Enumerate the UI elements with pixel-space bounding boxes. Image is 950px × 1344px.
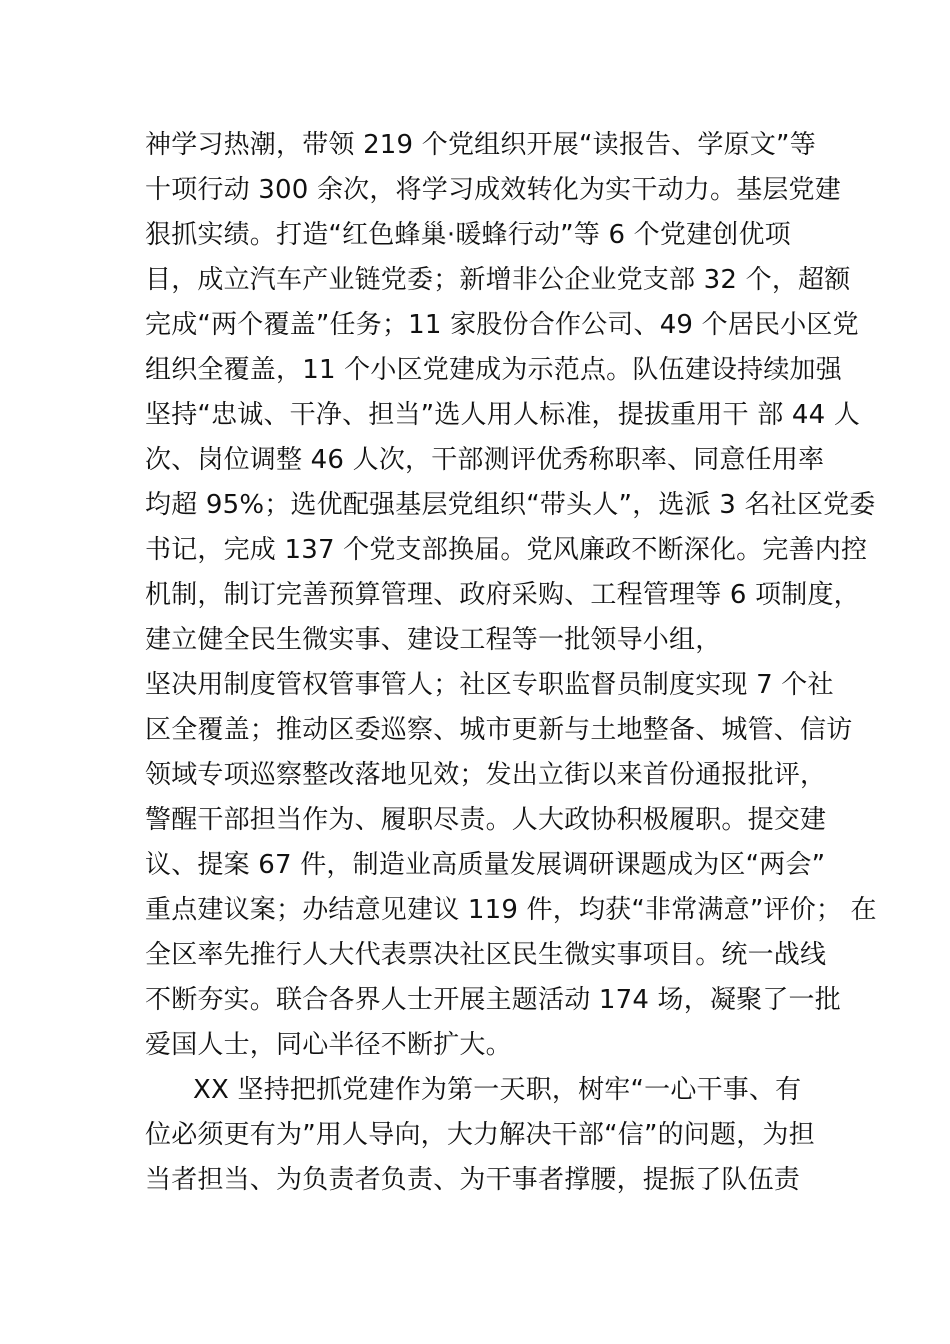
text-line: 狠抓实绩。打造“红色蜂巢·暖蜂行动”等 6 个党建创优项 <box>145 220 791 250</box>
text-line: 建立健全民生微实事、建设工程等一批领导小组， <box>145 625 722 655</box>
text-line: 警醒干部担当作为、履职尽责。人大政协积极履职。提交建 <box>145 805 827 835</box>
text-line: 十项行动 300 余次，将学习成效转化为实干动力。基层党建 <box>145 175 841 205</box>
text-line: 当者担当、为负责者负责、为干事者撑腰，提振了队伍责 <box>145 1165 801 1195</box>
text-line: 书记，完成 137 个党支部换届。党风廉政不断深化。完善内控 <box>145 535 868 565</box>
text-line: 重点建议案；办结意见建议 119 件，均获“非常满意”评价； 在 <box>145 895 877 925</box>
text-line: 坚持“忠诚、干净、担当”选人用人标准，提拔重用干 部 44 人 <box>145 400 861 430</box>
text-line: 机制，制订完善预算管理、政府采购、工程管理等 6 项制度， <box>145 580 860 610</box>
text-line: 爱国人士，同心半径不断扩大。 <box>145 1030 512 1060</box>
text-line: 不断夯实。联合各界人士开展主题活动 174 场，凝聚了一批 <box>145 985 841 1015</box>
text-line: 神学习热潮，带领 219 个党组织开展“读报告、学原文”等 <box>145 130 816 160</box>
text-line: 均超 95%；选优配强基层党组织“带头人”，选派 3 名社区党委 <box>145 490 876 520</box>
text-line: 组织全覆盖，11 个小区党建成为示范点。队伍建设持续加强 <box>145 355 842 385</box>
text-line: 坚决用制度管权管事管人；社区专职监督员制度实现 7 个社 <box>145 670 834 700</box>
paragraph-first-line: XX 坚持把抓党建作为第一天职，树牢“一心干事、有 <box>193 1075 802 1105</box>
text-line: 全区率先推行人大代表票决社区民生微实事项目。统一战线 <box>145 940 827 970</box>
text-line: 领域专项巡察整改落地见效；发出立街以来首份通报批评， <box>145 760 827 790</box>
text-line: 目，成立汽车产业链党委；新增非公企业党支部 32 个，超额 <box>145 265 851 295</box>
text-line: 区全覆盖；推动区委巡察、城市更新与土地整备、城管、信访 <box>145 715 853 745</box>
text-line: 议、提案 67 件，制造业高质量发展调研课题成为区“两会” <box>145 850 826 880</box>
text-line: 次、岗位调整 46 人次，干部测评优秀称职率、同意任用率 <box>145 445 825 475</box>
text-line: 位必须更有为”用人导向，大力解决干部“信”的问题，为担 <box>145 1120 815 1150</box>
text-line: 完成“两个覆盖”任务；11 家股份合作公司、49 个居民小区党 <box>145 310 859 340</box>
